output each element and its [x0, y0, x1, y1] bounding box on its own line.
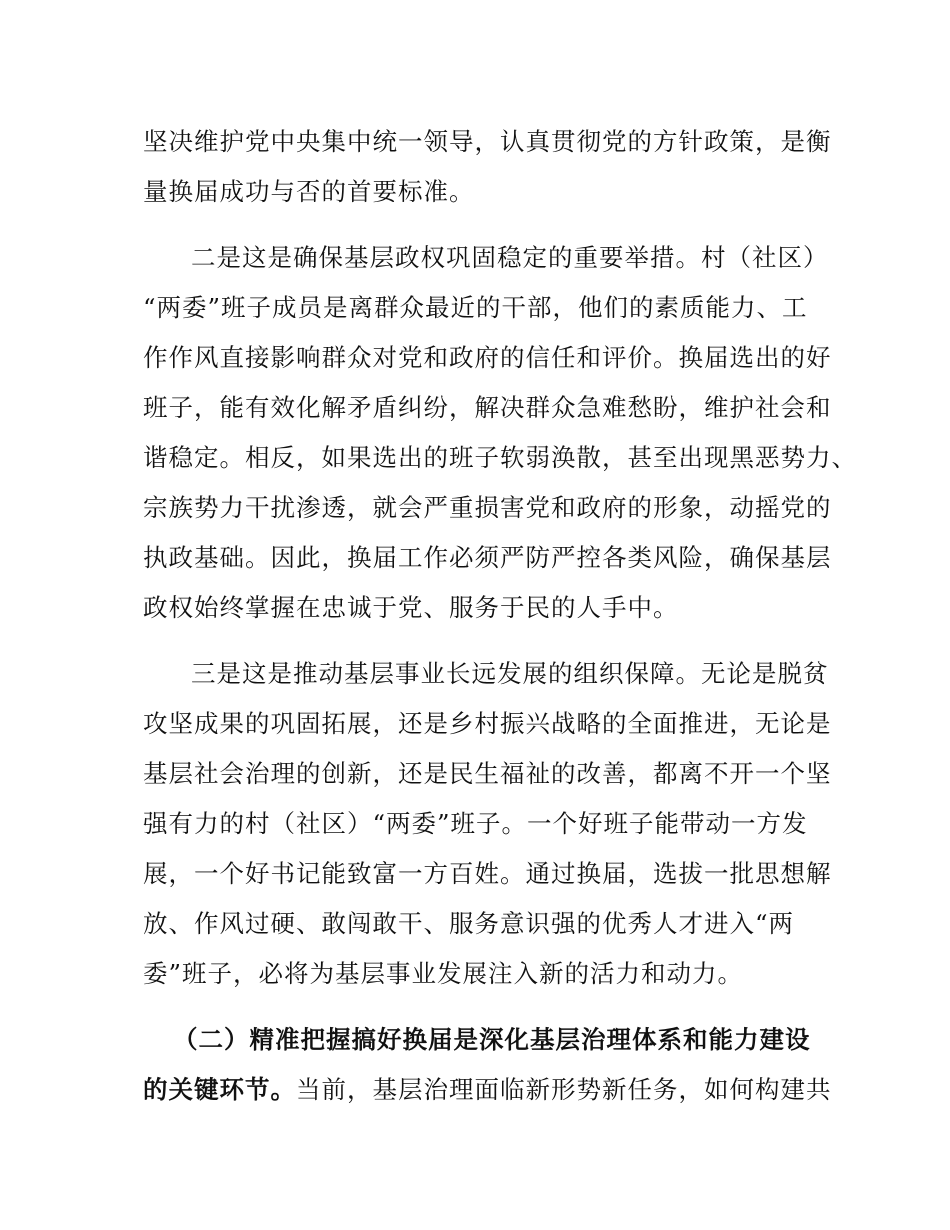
text-line: 量换届成功与否的首要标准。 — [143, 177, 475, 206]
text-line: 班子，能有效化解矛盾纠纷，解决群众急难愁盼，维护社会和 — [143, 393, 832, 422]
text-line: 基层社会治理的创新，还是民生福祉的改善，都离不开一个坚 — [143, 759, 832, 788]
text-line: 二是这是确保基层政权巩固稳定的重要举措。村（社区） — [191, 243, 829, 272]
text-line — [143, 1070, 832, 1110]
body-text: 当前，基层治理面临新形势新任务，如何构建共 — [296, 1075, 832, 1104]
text-line: “两委”班子成员是离群众最近的干部，他们的素质能力、工 — [143, 293, 808, 322]
text-line: 执政基础。因此，换届工作必须严防严控各类风险，确保基层 — [143, 543, 832, 572]
text-line: 三是这是推动基层事业长远发展的组织保障。无论是脱贫 — [191, 659, 829, 688]
text-line: 宗族势力干扰渗透，就会严重损害党和政府的形象，动摇党的 — [143, 493, 832, 522]
section-heading: （二）精准把握搞好换届是深化基层治理体系和能力建设 — [173, 1025, 811, 1054]
text-line: 展，一个好书记能致富一方百姓。通过换届，选拔一批思想解 — [143, 859, 832, 888]
section-heading-end: 的关键环节。 — [143, 1075, 296, 1104]
text-line: 坚决维护党中央集中统一领导，认真贯彻党的方针政策，是衡 — [143, 127, 832, 156]
text-line: 谐稳定。相反，如果选出的班子软弱涣散，甚至出现黑恶势力、 — [143, 443, 857, 472]
text-line: 攻坚成果的巩固拓展，还是乡村振兴战略的全面推进，无论是 — [143, 709, 832, 738]
text-line: 政权始终掌握在忠诚于党、服务于民的人手中。 — [143, 593, 679, 622]
text-line: 委”班子，必将为基层事业发展注入新的活力和动力。 — [143, 959, 744, 988]
text-line: 放、作风过硬、敢闯敢干、服务意识强的优秀人才进入“两 — [143, 909, 795, 938]
text-line: 强有力的村（社区）“两委”班子。一个好班子能带动一方发 — [143, 809, 808, 838]
text-line: 作作风直接影响群众对党和政府的信任和评价。换届选出的好 — [143, 343, 832, 372]
